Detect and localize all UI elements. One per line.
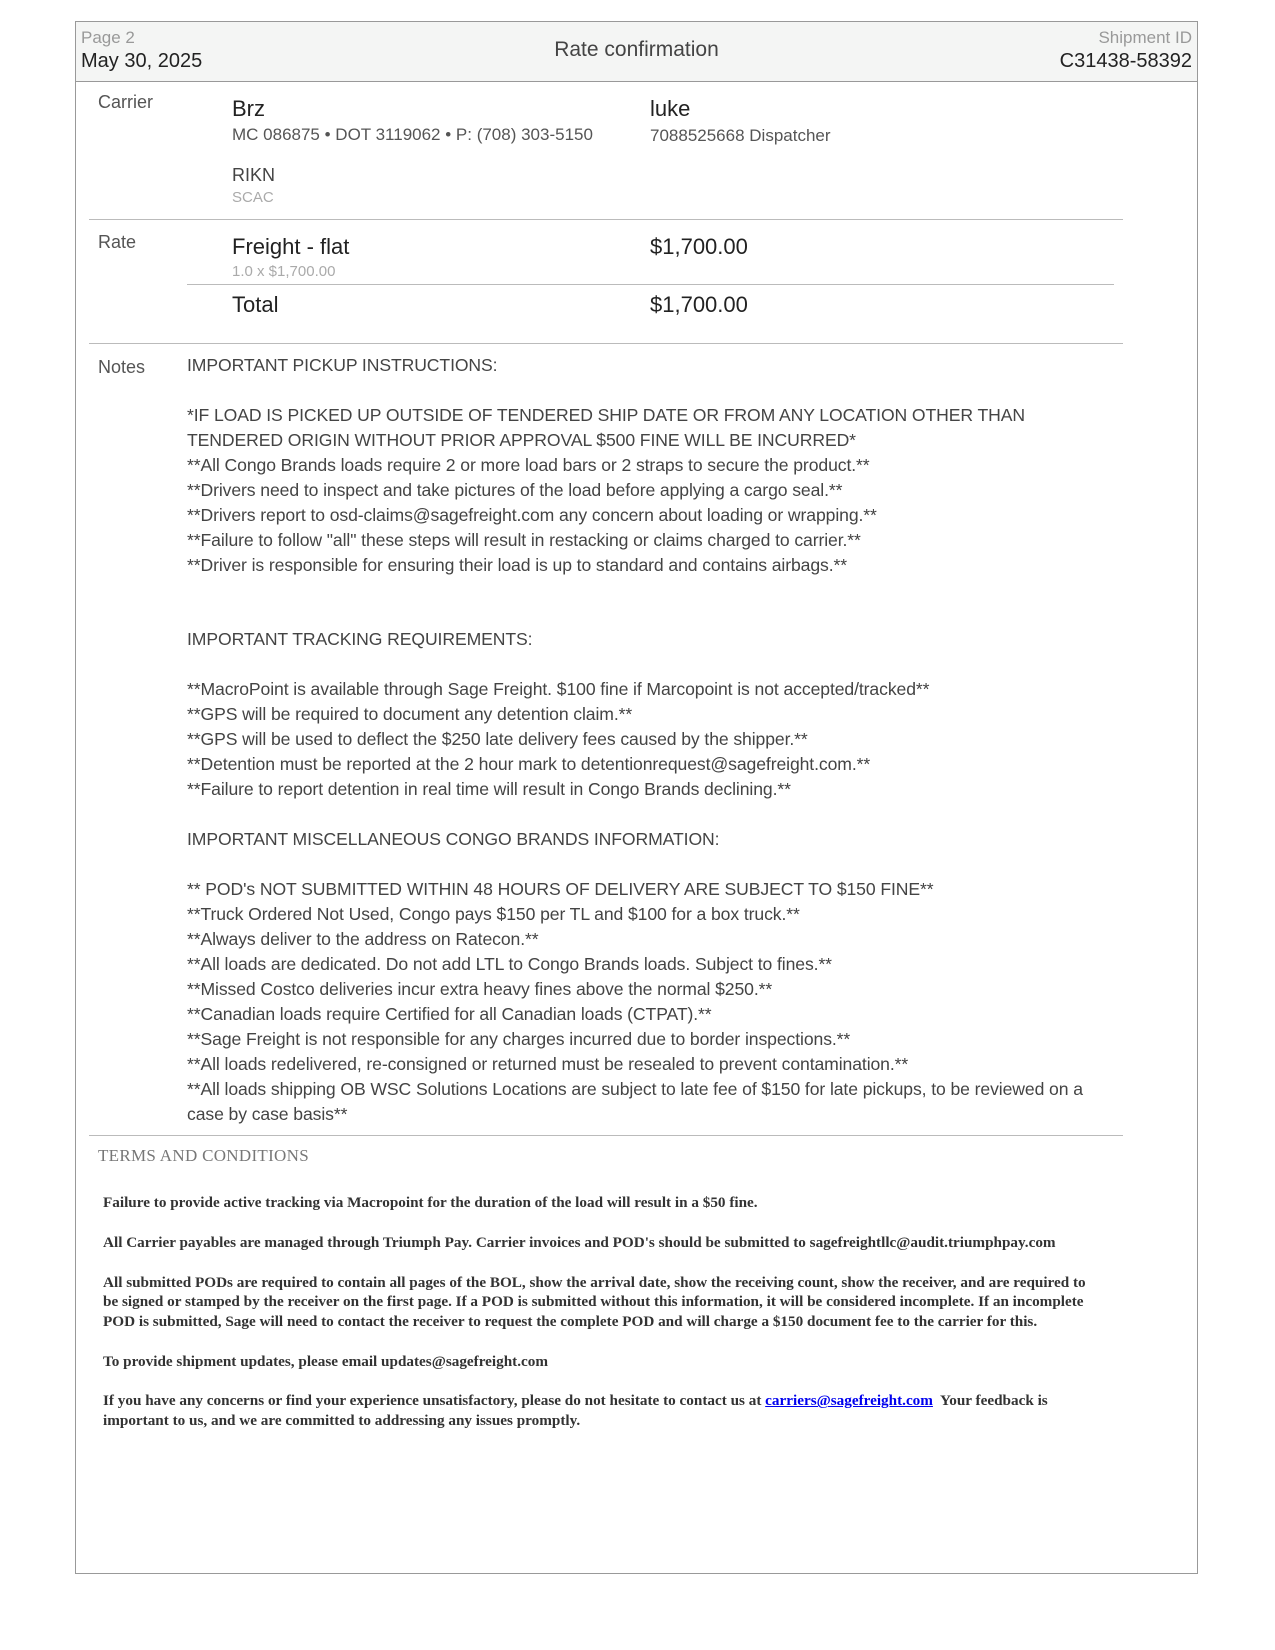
- rate-item-amount: $1,700.00: [650, 234, 748, 259]
- carrier-identifiers: MC 086875 • DOT 3119062 • P: (708) 303-5150: [232, 125, 593, 144]
- carrier-name: Brz: [232, 96, 265, 121]
- carrier-contact-name: luke: [650, 96, 691, 121]
- notes-section-label: Notes: [98, 357, 146, 377]
- terms-paragraph: All Carrier payables are managed through Triumph Pay. Carrier invoices and POD's should be submitted to sagefreightllc@audit.triumphpay.com: [103, 1233, 1056, 1251]
- notes-text: IMPORTANT PICKUP INSTRUCTIONS: *IF LOAD IS PICKED UP OUTSIDE OF TENDERED SHIP DATE OR FROM ANY LOCATION OTHER THAN TENDERED ORIGIN WITHOUT PRIOR APPROVAL $500 FINE WILL BE INCURRED* **All Congo Brands loads require 2 or more load bars or 2 straps to secure the product.** **Drivers need to inspect and take pictures of the load before applying a cargo seal.** **Drivers report to osd-claims@sagefreight.com any concern about loading or wrapping.** **Failure to follow "all" these steps will result in restacking or claims charged to carrier.** **Driver is responsible for ensuring their load is up to standard and contains airbags.** IMPORTANT TRACKING REQUIREMENTS: **MacroPoint is available through Sage Freight. $100 fine if Marcopoint is not accepted/tracked** **GPS will be required to document any detention claim.** **GPS will be used to deflect the $250 late delivery fees caused by the shipper.** **Detention must be reported at the 2 hour mark to detentionrequest@sagefreight.com.** **Failure to report detention in real time will result in Congo Brands declining.** IMPORTANT MISCELLANEOUS CONGO BRANDS INFORMATION: ** POD's NOT SUBMITTED WITHIN 48 HOURS OF DELIVERY ARE SUBJECT TO $150 FINE** **Truck Ordered Not Used, Congo pays $150 per TL and $100 for a box truck.** **Always deliver to the address on Ratecon.** **All loads are dedicated. Do not add LTL to Congo Brands loads. Subject to fines.** **Missed Costco deliveries incur extra heavy fines above the normal $250.** **Canadian loads require Certified for all Canadian loads (CTPAT).** **Sage Freight is not responsible for any charges incurred due to border inspections.** **All loads redelivered, re-consigned or returned must be resealed to prevent contamination.** **All loads shipping OB WSC Solutions Locations are subject to late fee of $150 for late pickups, to be reviewed on a case by case basis**: [187, 355, 1083, 1124]
- header-right: [1060, 28, 1192, 74]
- divider: [89, 343, 1123, 344]
- terms-paragraph: To provide shipment updates, please email updates@sagefreight.com: [103, 1352, 549, 1370]
- shipment-id: C31438-58392: [1059, 50, 1192, 72]
- terms-paragraph: [103, 1391, 1103, 1430]
- shipment-id-label: Shipment ID: [1098, 28, 1192, 47]
- carriers-email-link[interactable]: carriers@sagefreight.com: [765, 1392, 933, 1410]
- rate-section-label: Rate: [98, 232, 137, 252]
- scac-value: RIKN: [232, 165, 276, 185]
- scac-label: SCAC: [232, 189, 274, 206]
- document-date: May 30, 2025: [81, 50, 203, 72]
- rate-item-detail: 1.0 x $1,700.00: [232, 263, 336, 280]
- page-number: Page 2: [81, 28, 135, 47]
- carrier-contact-info: 7088525668 Dispatcher: [650, 126, 831, 145]
- terms-body: [103, 1193, 1103, 1451]
- terms-title: TERMS AND CONDITIONS: [98, 1146, 309, 1165]
- carrier-section-label: Carrier: [98, 92, 154, 112]
- page-header: [76, 22, 1197, 82]
- page-title: Rate confirmation: [554, 38, 719, 61]
- terms-feedback-text: Your feedback is important to us, and we are committed to addressing any issues promptly.: [103, 1392, 1048, 1429]
- terms-contact-text: If you have any concerns or find your experience unsatisfactory, please do not hesitate to contact us at: [103, 1392, 762, 1410]
- rate-subtotal-divider: [187, 284, 1114, 285]
- terms-paragraph: Failure to provide active tracking via Macropoint for the duration of the load will result in a $50 fine.: [103, 1194, 758, 1211]
- rate-total-amount: $1,700.00: [650, 292, 748, 317]
- terms-paragraph: All submitted PODs are required to contain all pages of the BOL, show the arrival date, show the receiving count, show the receiver, and are required to be signed or stamped by the receiver on the first page. If a POD is submitted without this information, it will be considered incomplete. If an incomplete POD is submitted, Sage will need to contact the receiver to request the complete POD and will charge a $150 document fee to the carrier for this.: [103, 1273, 1086, 1330]
- rate-item-name: Freight - flat: [232, 234, 350, 259]
- divider: [89, 219, 1123, 220]
- rate-total-label: Total: [232, 292, 279, 317]
- divider: [89, 1135, 1123, 1136]
